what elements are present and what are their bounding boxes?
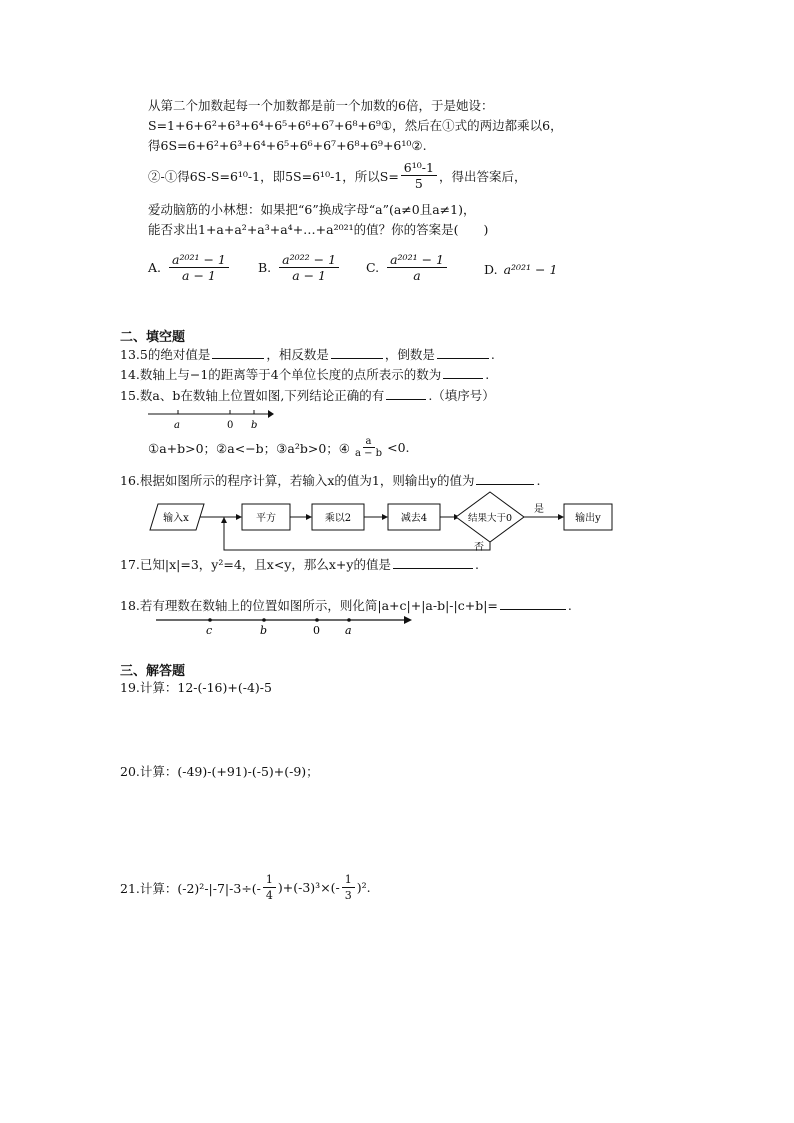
- option-fraction: [279, 252, 339, 283]
- q17-text-b: .: [474, 557, 479, 572]
- q18-text-a: 18.若有理数在数轴上的位置如图所示，则化简|a+c|+|a-b|-|c+b|=: [120, 598, 498, 613]
- fraction-numerator: a²⁰²² − 1: [279, 252, 339, 268]
- q16-text-b: .: [536, 473, 541, 488]
- q14-text-a: 14.数轴上与−1的距离等于4个单位长度的点所表示的数为: [120, 367, 442, 382]
- flow-step-subtract-label: 减去4: [400, 513, 428, 524]
- q15-choices: [148, 436, 410, 459]
- flow-decision-label: 结果大于0: [467, 513, 513, 524]
- section-title-solve: 三、解答题: [120, 664, 186, 679]
- q13-text-b: ，相反数是: [266, 347, 329, 362]
- option-fraction: [387, 252, 447, 283]
- fraction-numerator: a²⁰²¹ − 1: [169, 252, 229, 268]
- fraction-denominator: 4: [265, 889, 273, 902]
- answer-blank[interactable]: [443, 366, 483, 379]
- fraction-denominator: 5: [414, 176, 423, 191]
- q18-text-b: .: [567, 598, 572, 613]
- q14: [120, 366, 489, 383]
- q21-fraction-2: [342, 872, 355, 903]
- fraction-numerator: a²⁰²¹ − 1: [387, 252, 447, 268]
- flow-output-label: 输出y: [575, 513, 601, 524]
- q15-fraction: [352, 436, 385, 459]
- q12-line2: S=1+6+6²+6³+6⁴+6⁵+6⁶+6⁷+6⁸+6⁹①，然后在①式的两边都乘以6，: [148, 118, 563, 133]
- axis-label-a: a: [345, 624, 352, 637]
- q20: 20.计算：(-49)-(+91)-(-5)+(-9)；: [120, 764, 319, 779]
- q19: 19.计算：12-(-16)+(-4)-5: [120, 680, 272, 695]
- q15: [120, 387, 495, 404]
- fraction-denominator: a − b: [354, 448, 383, 459]
- q15-number-line: [146, 404, 276, 432]
- flow-step-square-label: 平方: [256, 513, 276, 524]
- q12-line1: 从第二个加数起每一个加数都是前一个加数的6倍，于是她设：: [148, 98, 494, 113]
- q15-text-b: .（填序号）: [428, 388, 495, 403]
- q12-line5: 爱动脑筋的小林想：如果把“6”换成字母“a”(a≠0且a≠1)，: [148, 202, 476, 217]
- option-expression: a²⁰²¹ − 1: [503, 262, 558, 277]
- q21-text-a: 21.计算：(-2)²-|-7|-3÷(-: [120, 880, 261, 896]
- axis-label-b: b: [260, 624, 268, 637]
- q15-choices-text: ①a+b>0；②a<−b；③a²b>0；④: [148, 440, 350, 456]
- q17: [120, 556, 479, 573]
- fraction-denominator: a: [413, 268, 421, 283]
- answer-blank[interactable]: [393, 556, 473, 569]
- flow-input-label: 输入x: [163, 513, 189, 524]
- axis-label-a: a: [174, 420, 180, 431]
- flow-yes-label: 是: [534, 504, 544, 515]
- axis-label-b: b: [251, 420, 258, 431]
- q12-line4-b: ，得出答案后，: [438, 168, 527, 184]
- answer-blank[interactable]: [331, 346, 383, 359]
- option-a[interactable]: [148, 252, 231, 283]
- axis-label-c: c: [206, 624, 213, 637]
- q12-line4: [148, 160, 526, 191]
- option-b[interactable]: [258, 252, 341, 283]
- answer-blank[interactable]: [500, 597, 566, 610]
- flow-step-multiply-label: 乘以2: [324, 513, 352, 524]
- q12-line3: 得6S=6+6²+6³+6⁴+6⁵+6⁶+6⁷+6⁸+6⁹+6¹⁰②.: [148, 138, 427, 153]
- q12-fraction: [401, 160, 437, 191]
- axis-label-zero: 0: [313, 624, 320, 637]
- fraction-numerator: 1: [263, 872, 276, 888]
- q16: [120, 472, 540, 489]
- q16-text-a: 16.根据如图所示的程序计算，若输入x的值为1，则输出y的值为: [120, 473, 475, 488]
- q21-text-c: )².: [356, 880, 371, 895]
- fraction-numerator: a: [363, 436, 375, 448]
- option-c[interactable]: [366, 252, 449, 283]
- q13: [120, 346, 495, 363]
- flow-no-label: 否: [474, 542, 484, 553]
- fraction-denominator: a − 1: [182, 268, 216, 283]
- option-label: B.: [258, 260, 272, 275]
- fraction-denominator: 3: [344, 889, 352, 902]
- q15-choices-end: <0.: [387, 440, 410, 455]
- q21-text-b: )+(-3)³×(-: [277, 880, 340, 895]
- q12-line6: 能否求出1+a+a²+a³+a⁴+…+a²⁰²¹的值？你的答案是( ): [148, 222, 489, 237]
- fraction-numerator: 6¹⁰-1: [401, 160, 437, 176]
- option-d[interactable]: [484, 262, 557, 277]
- option-label: D.: [484, 262, 498, 277]
- q12-line4-a: ②-①得6S-S=6¹⁰-1，即5S=6¹⁰-1，所以S=: [148, 168, 399, 184]
- option-label: C.: [366, 260, 380, 275]
- option-fraction: [169, 252, 229, 283]
- q13-text-a: 13.5的绝对值是: [120, 347, 211, 362]
- q13-text-c: ，倒数是: [384, 347, 435, 362]
- q17-text-a: 17.已知|x|=3，y²=4，且x<y，那么x+y的值是: [120, 557, 391, 572]
- axis-label-zero: 0: [227, 420, 234, 431]
- q21-fraction-1: [263, 872, 276, 903]
- option-label: A.: [148, 260, 162, 275]
- answer-blank[interactable]: [437, 346, 489, 359]
- q16-flowchart: [144, 490, 624, 554]
- q15-text-a: 15.数a、b在数轴上位置如图,下列结论正确的有: [120, 388, 385, 403]
- q13-text-d: .: [490, 347, 495, 362]
- q21: [120, 872, 371, 903]
- q14-text-b: .: [485, 367, 490, 382]
- answer-blank[interactable]: [386, 387, 426, 400]
- answer-blank[interactable]: [476, 472, 534, 485]
- fraction-numerator: 1: [342, 872, 355, 888]
- answer-blank[interactable]: [212, 346, 264, 359]
- q18-number-line: [154, 612, 416, 638]
- section-title-fill-in: 二、填空题: [120, 330, 186, 345]
- fraction-denominator: a − 1: [292, 268, 327, 283]
